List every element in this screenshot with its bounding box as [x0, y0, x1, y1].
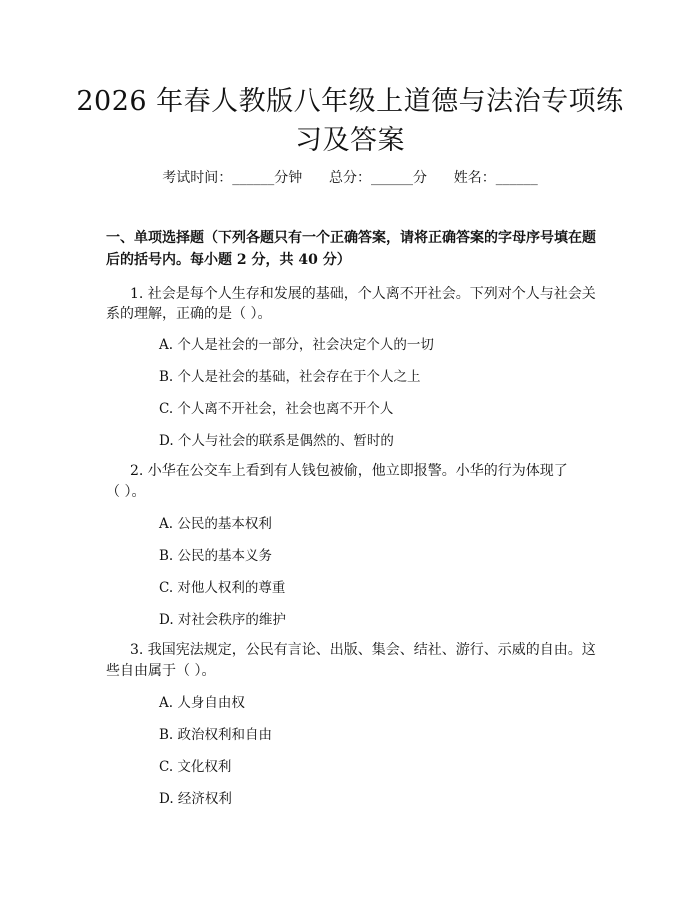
section-heading-line-1: 一、单项选择题（下列各题只有一个正确答案，请将正确答案的字母序号填在题: [106, 230, 596, 246]
question-2-option-d: D. 对社会秩序的维护: [159, 612, 286, 628]
question-3-option-d: D. 经济权利: [159, 791, 232, 807]
question-3-option-a: A. 人身自由权: [159, 695, 245, 711]
section-heading-line-2: 后的括号内。每小题 2 分，共 40 分）: [106, 252, 351, 268]
question-2-option-a: A. 公民的基本权利: [159, 516, 272, 532]
document-title-line-1: 2026 年春人教版八年级上道德与法治专项练: [76, 86, 624, 117]
question-2-option-c: C. 对他人权利的尊重: [159, 580, 286, 596]
question-3-option-b: B. 政治权利和自由: [159, 727, 273, 743]
question-3-text-line-1: 3. 我国宪法规定，公民有言论、出版、集会、结社、游行、示威的自由。这: [130, 642, 596, 658]
question-1-text-line-1: 1. 社会是每个人生存和发展的基础，个人离不开社会。下列对个人与社会关: [130, 286, 596, 302]
question-3-text-line-2: 些自由属于（ ）。: [106, 663, 216, 679]
question-2-option-b: B. 公民的基本义务: [159, 548, 273, 564]
document-title-line-2: 习及答案: [295, 125, 405, 156]
question-3-option-c: C. 文化权利: [159, 759, 232, 775]
question-2-text-line-1: 2. 小华在公交车上看到有人钱包被偷，他立即报警。小华的行为体现了: [130, 463, 568, 479]
question-1-option-c: C. 个人离不开社会，社会也离不开个人: [159, 401, 394, 417]
question-1-text-line-2: 系的理解，正确的是（ ）。: [106, 306, 272, 322]
question-1-option-a: A. 个人是社会的一部分，社会决定个人的一切: [159, 337, 434, 353]
question-2-text-line-2: （ ）。: [106, 484, 146, 500]
question-1-option-b: B. 个人是社会的基础，社会存在于个人之上: [159, 369, 421, 385]
question-1-option-d: D. 个人与社会的联系是偶然的、暂时的: [159, 433, 394, 449]
exam-info: 考试时间：______分钟 总分：______分 姓名：______: [162, 170, 538, 186]
